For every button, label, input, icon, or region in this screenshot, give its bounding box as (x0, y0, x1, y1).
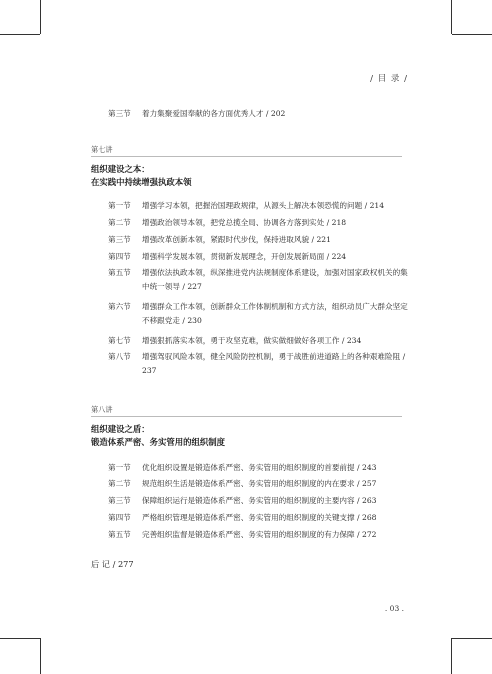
toc-entry[interactable] (108, 334, 413, 348)
section-title: 优化组织设置是锻造体系严密、务实管用的组织制度的首要前提 / 243 (142, 463, 377, 472)
section-number: 第四节 (108, 513, 131, 522)
section-number: 第三节 (108, 235, 131, 244)
crop-mark (451, 0, 452, 34)
section-title: 增强学习本领，把握治国理政规律，从源头上解决本领恐慌的问题 / 214 (142, 201, 385, 210)
crop-mark (0, 638, 40, 639)
section-title: 规范组织生活是锻造体系严密、务实管用的组织制度的内在要求 / 257 (142, 479, 377, 488)
toc-entry[interactable] (108, 300, 413, 328)
toc-entry[interactable] (108, 266, 413, 294)
section-title: 增强科学发展本领，贯彻新发展理念，开创发展新局面 / 224 (142, 252, 347, 261)
lecture-title-line: 锻造体系严密、务实管用的组织制度 (91, 437, 225, 447)
toc-entry[interactable] (108, 494, 413, 508)
section-number: 第一节 (108, 201, 131, 210)
section-title: 增强狠抓落实本领，勇于攻坚克难，做实做细做好各项工作 / 234 (142, 336, 362, 345)
crop-mark (452, 638, 492, 639)
lecture-label: 第八讲 (91, 405, 113, 414)
section-title: 严格组织管理是锻造体系严密、务实管用的组织制度的关键支撑 / 268 (142, 513, 377, 522)
lecture-title-line: 在实践中持续增强执政本领 (91, 177, 192, 187)
section-number: 第二节 (108, 218, 131, 227)
section-number: 第七节 (108, 336, 131, 345)
section-title: 完善组织监督是锻造体系严密、务实管用的组织制度的有力保障 / 272 (142, 530, 377, 539)
toc-entry[interactable] (108, 461, 413, 475)
crop-mark (452, 34, 492, 35)
toc-entry[interactable] (108, 511, 413, 525)
section-number: 第三节 (108, 496, 131, 505)
lecture-title (91, 423, 225, 449)
toc-entry[interactable] (108, 350, 413, 378)
section-title: 增强依法执政本领，纵深推进党内法规制度体系建设，加强对国家政权机关的集中统一领导 / 227 (142, 268, 408, 291)
lecture-label: 第七讲 (91, 145, 113, 154)
lecture-divider (91, 416, 402, 417)
section-number: 第五节 (108, 530, 131, 539)
lecture-title-line: 组织建设之盾： (91, 424, 150, 434)
crop-mark (40, 638, 41, 674)
crop-mark (0, 34, 40, 35)
toc-entry[interactable] (108, 233, 413, 247)
section-title: 保障组织运行是锻造体系严密、务实管用的组织制度的主要内容 / 263 (142, 496, 377, 505)
section-number: 第三节 (108, 109, 131, 118)
section-title: 增强政治领导本领，把党总揽全局、协调各方落到实处 / 218 (142, 218, 347, 227)
lecture-title-line: 组织建设之本： (91, 164, 150, 174)
section-number: 第八节 (108, 352, 131, 361)
toc-entry[interactable] (108, 107, 413, 121)
section-title: 增强群众工作本领，创新群众工作体制机制和方式方法，组织动员广大群众坚定不移跟党走 / 230 (142, 302, 408, 325)
section-title: 增强改革创新本领，紧跟时代步伐，保持进取风貌 / 221 (142, 235, 331, 244)
section-title: 着力集聚爱国奉献的各方面优秀人才 / 202 (142, 109, 286, 118)
section-number: 第四节 (108, 252, 131, 261)
toc-entry[interactable] (108, 528, 413, 542)
crop-mark (40, 0, 41, 34)
section-number: 第一节 (108, 463, 131, 472)
lecture-title (91, 163, 192, 189)
section-number: 第二节 (108, 479, 131, 488)
afterword-entry[interactable]: 后 记 / 277 (91, 559, 134, 569)
toc-entry[interactable] (108, 199, 413, 213)
toc-entry[interactable] (108, 250, 413, 264)
page-number: . 03 . (384, 604, 404, 613)
toc-entry[interactable] (108, 477, 413, 491)
crop-mark (451, 638, 452, 674)
toc-entry[interactable] (108, 216, 413, 230)
section-number: 第五节 (108, 268, 131, 277)
section-number: 第六节 (108, 302, 131, 311)
section-title: 增强驾驭风险本领，健全风险防控机制，勇于战胜前进道路上的各种艰难险阻 / 237 (142, 352, 406, 375)
lecture-divider (91, 156, 402, 157)
running-header: / 目 录 / (370, 74, 408, 84)
